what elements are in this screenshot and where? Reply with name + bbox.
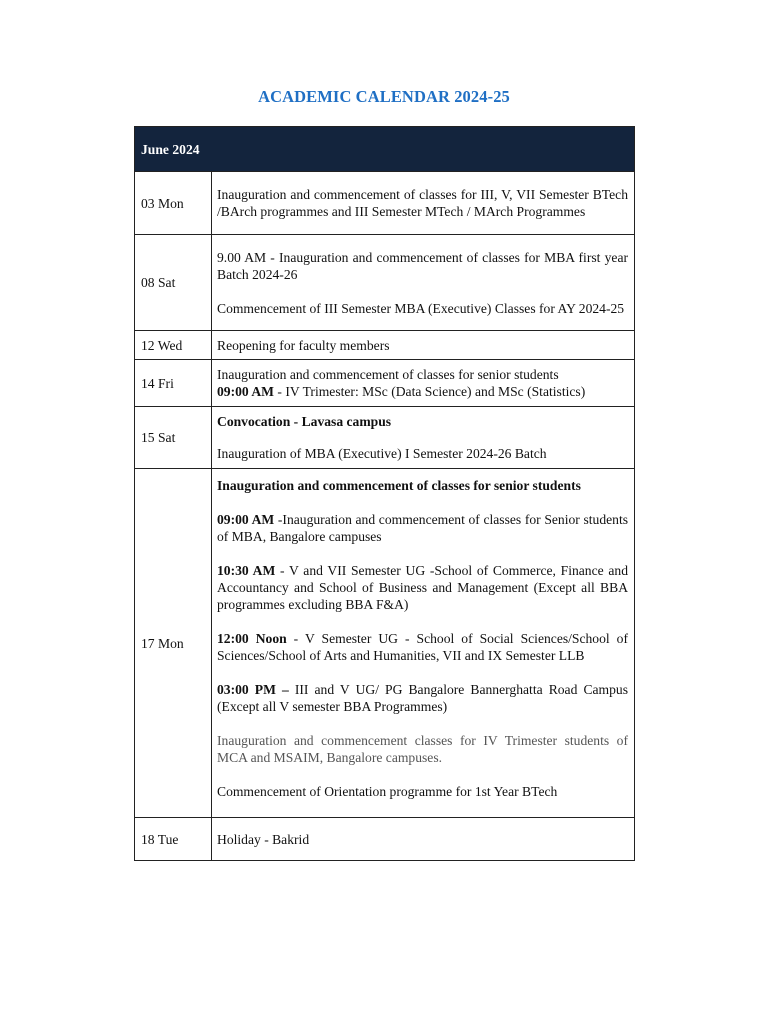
date-cell: 18 Tue (135, 818, 212, 861)
entry-text: -Inauguration and commencement of classes for Senior students of MBA, Bangalore campuses (217, 512, 629, 544)
table-row (135, 235, 635, 331)
table-row (135, 360, 635, 407)
entry-text: Commencement of Orientation programme for 1st Year BTech (217, 784, 558, 799)
entry-time: 09:00 AM (217, 384, 275, 399)
description-cell (212, 469, 635, 818)
entry-time: 03:00 PM – (217, 682, 289, 697)
date-cell: 08 Sat (135, 235, 212, 331)
entry-text: Inauguration and commencement classes for IV Trimester students of MCA and MSAIM, Bangalore campuses. (217, 733, 629, 765)
description-cell (212, 235, 635, 331)
entry-text: - V Semester UG - School of Social Sciences/School of Sciences/School of Arts and Humanities, VII and IX Semester LLB (217, 631, 629, 663)
entry-time: 10:30 AM (217, 563, 276, 578)
entry-time: 12:00 Noon (217, 631, 287, 646)
description-cell (212, 818, 635, 861)
entry-text: Inauguration and commencement of classes for senior students (217, 367, 559, 382)
table-row (135, 172, 635, 235)
date-cell: 14 Fri (135, 360, 212, 407)
table-row (135, 818, 635, 861)
description-cell (212, 360, 635, 407)
date-cell: 15 Sat (135, 407, 212, 469)
entry-text: - IV Trimester: MSc (Data Science) and MSc (Statistics) (274, 384, 586, 399)
month-header-row (135, 127, 635, 172)
page-title: ACADEMIC CALENDAR 2024-25 (258, 87, 510, 106)
table-row (135, 331, 635, 360)
entry-text: Inauguration and commencement of classes for III, V, VII Semester BTech /BArch programmes and III Semester MTech / MArch Programmes (217, 187, 629, 219)
entry-time: 09:00 AM (217, 512, 275, 527)
entry-text: 9.00 AM - Inauguration and commencement of classes for MBA first year Batch 2024-26 (217, 249, 629, 282)
date-cell: 12 Wed (135, 331, 212, 360)
entry-text: Reopening for faculty members (217, 337, 390, 353)
date-cell: 17 Mon (135, 469, 212, 818)
entry-heading: Convocation - Lavasa campus (217, 414, 392, 429)
table-row (135, 407, 635, 469)
entry-text: III and V UG/ PG Bangalore Bannerghatta Road Campus (Except all V semester BBA Programmes) (217, 682, 629, 714)
description-cell (212, 172, 635, 235)
entry-text: Holiday - Bakrid (217, 831, 310, 847)
description-cell (212, 407, 635, 469)
entry-text: Commencement of III Semester MBA (Executive) Classes for AY 2024-25 (217, 300, 625, 316)
entry-text: - V and VII Semester UG -School of Commerce, Finance and Accountancy and School of Business and Management (Except all BBA programmes excluding BBA F&A) (217, 563, 629, 612)
entry-heading: Inauguration and commencement of classes for senior students (217, 478, 581, 493)
month-header: June 2024 (135, 127, 635, 172)
table-row (135, 469, 635, 818)
calendar-table (134, 126, 635, 861)
description-cell (212, 331, 635, 360)
date-cell: 03 Mon (135, 172, 212, 235)
entry-text: Inauguration of MBA (Executive) I Semester 2024-26 Batch (217, 446, 547, 461)
